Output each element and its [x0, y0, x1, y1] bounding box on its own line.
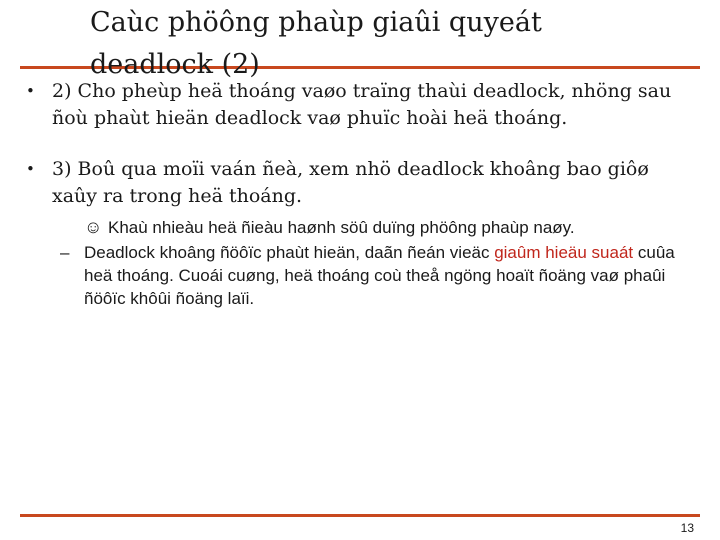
- sub-item-text: Khaù nhieàu heä ñieàu haønh söû duïng phöông phaùp naøy.: [108, 218, 575, 237]
- bullet-dot: •: [26, 82, 35, 100]
- slide-content: [26, 78, 696, 310]
- smiley-face-icon: ☺: [84, 217, 103, 237]
- bullet-item-2: [26, 78, 696, 132]
- bullet-dot: •: [26, 160, 35, 178]
- bullet-text: 2) Cho pheùp heä thoáng vaøo traïng thaùi deadlock, nhöng sau ñoù phaùt hieän deadlock vaø phuïc hoài heä thoáng.: [52, 80, 672, 129]
- sub-item-text-after: cuûa heä thoáng. Cuoái cuøng, heä thoáng coù theå ngöng hoaït ñoäng vaø phaûi ñöôïc khôûi ñoäng laïi.: [84, 243, 675, 308]
- sub-item-text-before: Deadlock khoâng ñöôïc phaùt hieän, daãn ñeán vieäc: [84, 243, 495, 262]
- slide-title: Caùc phöông phaùp giaûi quyeát deadlock (2): [90, 7, 542, 80]
- page-number: 13: [680, 521, 694, 535]
- footer-rule: [20, 514, 700, 517]
- bullet-text: 3) Boû qua moïi vaán ñeà, xem nhö deadlock khoâng bao giôø xaûy ra trong heä thoáng.: [52, 158, 649, 207]
- bullet-item-3: [26, 156, 696, 210]
- sub-item-dash: [60, 241, 696, 310]
- highlighted-text: giaûm hieäu suaát: [494, 243, 634, 262]
- sub-item-smiley: [84, 216, 696, 239]
- dash-marker: –: [60, 243, 70, 262]
